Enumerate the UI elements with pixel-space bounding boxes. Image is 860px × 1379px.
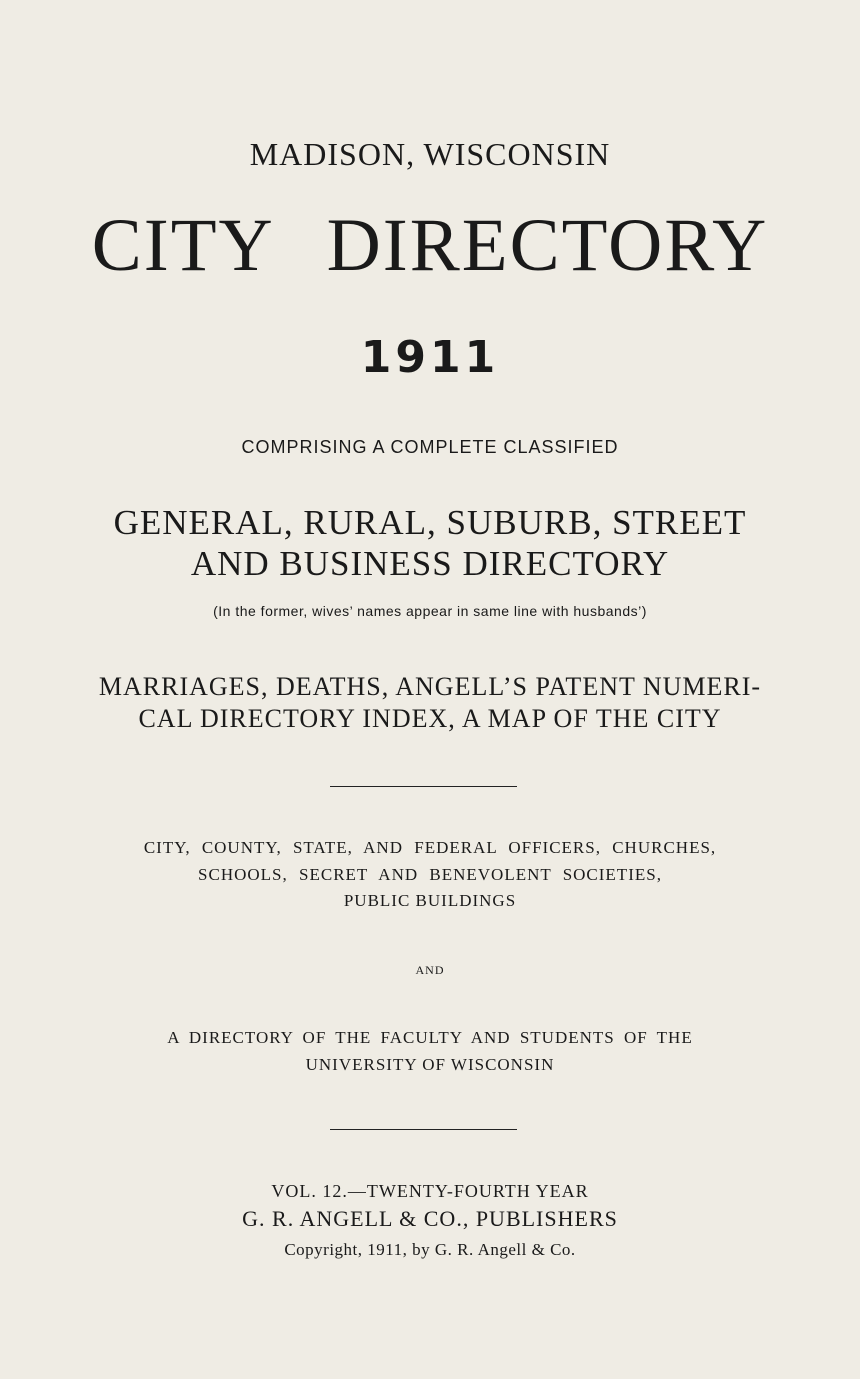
comprising-line: COMPRISING A COMPLETE CLASSIFIED — [241, 437, 619, 457]
contents-line-1: MARRIAGES, DEATHS, ANGELL’S PATENT NUMERI- — [98, 672, 762, 701]
location-heading: MADISON, WISCONSIN — [249, 136, 611, 172]
directories-line-2: AND BUSINESS DIRECTORY — [190, 544, 670, 583]
officers-line-3: PUBLIC BUILDINGS — [343, 891, 517, 910]
wives-note: (In the former, wives’ names appear in same line with husbands’) — [213, 603, 647, 619]
officers-line-1: CITY, COUNTY, STATE, AND FEDERAL OFFICERS, CHURCHES, — [143, 838, 717, 857]
divider-rule-2 — [330, 1129, 517, 1130]
year: 1911 — [360, 332, 500, 383]
publisher-line: G. R. ANGELL & CO., PUBLISHERS — [242, 1206, 618, 1231]
directories-line-1: GENERAL, RURAL, SUBURB, STREET — [113, 503, 747, 542]
page-title: CITY DIRECTORY — [91, 204, 769, 287]
copyright-line: Copyright, 1911, by G. R. Angell & Co. — [284, 1240, 576, 1259]
faculty-line-1: A DIRECTORY OF THE FACULTY AND STUDENTS OF THE — [167, 1028, 693, 1047]
divider-rule-1 — [330, 786, 517, 787]
officers-line-2: SCHOOLS, SECRET AND BENEVOLENT SOCIETIES, — [198, 865, 662, 884]
volume-line: VOL. 12.—TWENTY-FOURTH YEAR — [271, 1181, 589, 1201]
faculty-line-2: UNIVERSITY OF WISCONSIN — [305, 1055, 555, 1074]
and-line: AND — [415, 963, 445, 977]
contents-line-2: CAL DIRECTORY INDEX, A MAP OF THE CITY — [138, 704, 722, 733]
